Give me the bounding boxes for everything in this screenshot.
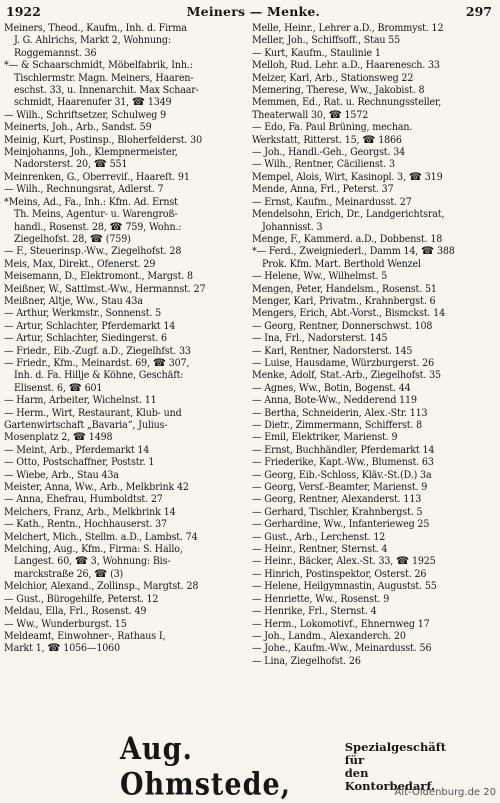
- directory-entry-line: — Kurt, Kaufm., Staulinie 1: [252, 46, 381, 59]
- directory-entry-line: — Gerhard, Tischler, Krahnbergst. 5: [252, 505, 423, 518]
- directory-entry-line: Roggemannst. 36: [14, 46, 97, 59]
- directory-entry-line: — Georg, Rentner, Donnerschwst. 108: [252, 319, 433, 332]
- directory-entry-line: Melching, Aug., Kfm., Firma: S. Hallo,: [4, 543, 183, 556]
- directory-entry-line: Th. Meins, Agentur- u. Warengroß-: [14, 208, 178, 221]
- directory-entry-line: — Hinrich, Postinspektor, Osterst. 26: [252, 567, 427, 580]
- directory-entry-line: — Wilh., Rentner, Cäcilienst. 3: [252, 158, 395, 171]
- directory-entry-line: — Kath., Rentn., Hochhauserst. 37: [4, 518, 167, 531]
- directory-entry-line: — Karl, Rentner, Nadorsterst. 145: [252, 344, 413, 357]
- directory-entry-line: Mempel, Alois, Wirt, Kasinopl. 3, ☎ 319: [252, 170, 443, 183]
- directory-entry-line: — Harm, Arbeiter, Wichelnst. 11: [4, 394, 157, 407]
- directory-entry-line: — Friederike, Kapt.-Ww., Blumenst. 63: [252, 456, 434, 469]
- directory-entry-line: Mengers, Erich, Abt.-Vorst., Bismckst. 14: [252, 307, 445, 320]
- directory-entry-line: — Otto, Postschaffner, Poststr. 1: [4, 456, 155, 469]
- directory-entry-line: — Luise, Hausdame, Würzburgerst. 26: [252, 356, 435, 369]
- directory-entry-line: — Wilh., Schriftsetzer, Schulweg 9: [4, 108, 166, 121]
- watermark: Alt-Oldenburg.de: [394, 787, 481, 798]
- footer-number: 20: [483, 787, 496, 798]
- directory-entry-line: Meiners, Theod., Kaufm., Inh. d. Firma: [4, 22, 187, 34]
- directory-entry-line: Meister, Anna, Ww., Arb., Melkbrink 42: [4, 481, 189, 494]
- directory-entry-line: handl., Rosenst. 28, ☎ 759, Wohn.:: [14, 220, 182, 233]
- directory-entry-line: — Anna, Ehefrau, Humboldtst. 27: [4, 493, 163, 506]
- directory-entry-line: — Georg, Rentner, Alexanderst. 113: [252, 493, 422, 506]
- directory-entry-line: Gartenwirtschaft „Bavaria“, Julius-: [4, 419, 168, 431]
- directory-entry-line: — Artur, Schlachter, Siedingerst. 6: [4, 332, 167, 345]
- directory-entry-line: — Heinr., Rentner, Sternst. 4: [252, 543, 388, 556]
- directory-entry-line: Elisenst. 6, ☎ 601: [14, 381, 103, 394]
- directory-entry-line: Johannisst. 3: [262, 220, 323, 233]
- directory-entry-line: Tischlermstr. Magn. Meiners, Haaren-: [14, 71, 194, 84]
- directory-entry-line: Ziegelhofst. 28, ☎ (759): [14, 232, 131, 245]
- directory-entry-line: marckstraße 26, ☎ (3): [14, 567, 124, 580]
- directory-entry-line: — F., Steuerinsp.-Ww., Ziegelhofst. 28: [4, 245, 182, 258]
- directory-entry-line: — Friedr., Eib.-Zugf. a.D., Ziegelhfst. 33: [4, 344, 191, 357]
- page-year: 1922: [6, 4, 41, 19]
- page-title: Meiners — Menke.: [186, 4, 321, 19]
- directory-entry-line: — Gust., Bürogehilfe, Peterst. 12: [4, 592, 159, 605]
- directory-entry-line: Meinerts, Joh., Arb., Sandst. 59: [4, 121, 152, 134]
- directory-entry-line: — Herm., Lokomotivf., Ehnernweg 17: [252, 617, 430, 630]
- directory-entry-line: Meißner, W., Sattlmst.-Ww., Hermannst. 27: [4, 282, 206, 295]
- directory-entry-line: Meinjohanns, Joh., Klempnermeister,: [4, 146, 178, 159]
- directory-entry-line: Meis, Max, Direkt., Ofenerst. 29: [4, 257, 156, 270]
- directory-entry-line: — Georg, Versf.-Beamter, Marienst. 9: [252, 481, 428, 494]
- directory-entry-line: — Arthur, Werkmstr., Sonnenst. 5: [4, 307, 162, 320]
- directory-entry-line: Theaterwall 30, ☎ 1572: [252, 108, 369, 121]
- left-column: [4, 22, 246, 742]
- directory-entry-line: — Joh., Landm., Alexanderch. 20: [252, 629, 406, 642]
- page-number: 297: [465, 4, 492, 19]
- directory-entry-line: Memmen, Ed., Rat. u. Rechnungssteller,: [252, 96, 442, 109]
- directory-entry-line: — Ernst, Kaufm., Meinardusst. 27: [252, 195, 412, 208]
- directory-entry-line: — Emil, Elektriker, Marienst. 9: [252, 431, 398, 444]
- directory-entry-line: — Wiebe, Arb., Stau 43a: [4, 468, 119, 481]
- directory-entry-line: Meisemann, D., Elektromont., Margst. 8: [4, 270, 193, 283]
- directory-entry-line: — Herm., Wirt, Restaurant, Klub- und: [4, 406, 182, 419]
- directory-entry-line: *Meins, Ad., Fa., Inh.: Kfm. Ad. Ernst: [4, 195, 178, 208]
- directory-entry-line: — Friedr., Kfm., Meinardst. 69, ☎ 307,: [4, 356, 190, 369]
- directory-entry-line: — Agnes, Ww., Botin, Bogenst. 44: [252, 381, 411, 394]
- directory-entry-line: — Johe., Kaufm.-Ww., Meinardusst. 56: [252, 642, 432, 655]
- directory-entry-line: *— & Schaarschmidt, Möbelfabrik, Inh.:: [4, 59, 193, 72]
- directory-entry-line: Meinrenken, G., Oberreviſ., Haareſt. 91: [4, 170, 190, 183]
- directory-entry-line: Mende, Anna, Frl., Peterst. 37: [252, 183, 394, 196]
- directory-entry-line: Melchers, Franz, Arb., Melkbrink 14: [4, 505, 176, 518]
- directory-entry-line: Meldeamt, Einwohner-, Rathaus I,: [4, 629, 166, 642]
- directory-entry-line: Menge, F., Kammerd. a.D., Dobbenst. 18: [252, 232, 443, 245]
- directory-entry-line: Melchior, Alexand., Zollinsp., Margtst. 28: [4, 580, 199, 593]
- advertisement-description: [345, 741, 450, 793]
- directory-entry-line: — Georg, Eib.-Schloss, Kläv.-St.(D.) 3a: [252, 468, 432, 481]
- directory-entry-line: Mendelsohn, Erich, Dr., Landgerichtsrat,: [252, 208, 445, 221]
- directory-entry-line: Werkstatt, Ritterst. 15, ☎ 1866: [252, 133, 402, 146]
- directory-entry-line: — Ernst, Buchhändler, Pferdemarkt 14: [252, 443, 435, 456]
- page-header: [6, 4, 492, 20]
- directory-entry-line: — Artur, Schlachter, Pferdemarkt 14: [4, 319, 176, 332]
- directory-entry-line: Markt 1, ☎ 1056—1060: [4, 642, 120, 655]
- directory-entry-line: Meißner, Altje, Ww., Stau 43a: [4, 294, 143, 307]
- ad-line-2: den Kontorbedarf.: [344, 766, 435, 793]
- directory-entry-line: — Anna, Bote-Ww., Nedderend 119: [252, 394, 417, 407]
- directory-entry-line: Melchert, Mich., Stellm. a.D., Lambst. 74: [4, 530, 198, 543]
- directory-entry-line: — Henriette, Ww., Rosenst. 9: [252, 592, 390, 605]
- directory-entry-line: Meinig, Kurt, Postinsp., Bloherfelderst. 30: [4, 133, 203, 146]
- directory-entry-line: — Gust., Arb., Lerchenst. 12: [252, 530, 386, 543]
- advertiser-name: Aug. Ohmstede,: [120, 731, 292, 803]
- ad-line-1: Spezialgeschäft für: [344, 740, 447, 767]
- directory-entry-line: — Henrike, Frl., Sternst. 4: [252, 605, 377, 618]
- directory-entry-line: — Ww., Wunderburgst. 15: [4, 617, 127, 630]
- directory-entry-line: — Wilh., Rechnungsrat, Adlerst. 7: [4, 183, 164, 196]
- directory-entry-line: Meldau, Ella, Frl., Rosenst. 49: [4, 605, 147, 618]
- directory-entry-line: — Helene, Ww., Wilhelmst. 5: [252, 270, 388, 283]
- directory-entry-line: Melloh, Rud. Lehr. a.D., Haarenesch. 33: [252, 59, 440, 72]
- directory-entry-line: Meller, Joh., Schiffsoff., Stau 55: [252, 34, 401, 47]
- directory-entry-line: Langest. 60, ☎ 3, Wohnung: Bis-: [14, 555, 171, 568]
- directory-entry-line: *— Ferd., Zweigniederl., Damm 14, ☎ 388: [252, 245, 455, 258]
- right-column: [252, 22, 494, 742]
- directory-entry-line: Melzer, Karl, Arb., Stationsweg 22: [252, 71, 414, 84]
- directory-entry-line: — Edo, Fa. Paul Brüning, mechan.: [252, 121, 413, 134]
- directory-entry-line: — Meint, Arb., Pferdemarkt 14: [4, 443, 150, 456]
- directory-entry-line: — Dietr., Zimmermann, Schifferst. 8: [252, 419, 423, 431]
- directory-entry-line: Memering, Therese, Ww., Jakobist. 8: [252, 84, 425, 97]
- directory-entry-line: schmidt, Haarenufer 31, ☎ 1349: [14, 96, 172, 109]
- directory-entry-line: — Ina, Frl., Nadorsterst. 145: [252, 332, 388, 345]
- directory-entry-line: Menger, Karl, Privatm., Krahnbergst. 6: [252, 294, 436, 307]
- directory-entry-line: Nadorsterst. 20, ☎ 551: [14, 158, 128, 171]
- directory-entry-line: Melle, Heinr., Lehrer a.D., Brommyst. 12: [252, 22, 444, 34]
- directory-entry-line: J. G. Ahlrichs, Markt 2, Wohnung:: [14, 34, 171, 47]
- directory-entry-line: — Heinr., Bäcker, Alex.-St. 33, ☎ 1925: [252, 555, 436, 568]
- directory-columns: [4, 22, 494, 742]
- directory-entry-line: eschst. 33, u. Innenarchit. Max Schaar-: [14, 84, 199, 97]
- directory-entry-line: — Joh., Handl.-Geh., Georgst. 34: [252, 146, 406, 159]
- directory-entry-line: — Helene, Heilgymnastin, Augustst. 55: [252, 580, 437, 593]
- directory-entry-line: Mosenplatz 2, ☎ 1498: [4, 431, 113, 444]
- directory-entry-line: Prok. Kfm. Mart. Berthold Wenzel: [262, 257, 421, 270]
- directory-entry-line: Menke, Adolf, Stat.-Arb., Ziegelhofst. 35: [252, 369, 441, 382]
- directory-entry-line: Inh. d. Fa. Hillje & Köhne, Geschäft:: [14, 369, 184, 382]
- footer: [395, 787, 496, 798]
- directory-entry-line: — Gerhardine, Ww., Infanterieweg 25: [252, 518, 430, 531]
- directory-entry-line: — Lina, Ziegelhofst. 26: [252, 654, 361, 667]
- directory-entry-line: — Bertha, Schneiderin, Alex.-Str. 113: [252, 406, 428, 419]
- directory-entry-line: Mengen, Peter, Handelsm., Rosenst. 51: [252, 282, 437, 295]
